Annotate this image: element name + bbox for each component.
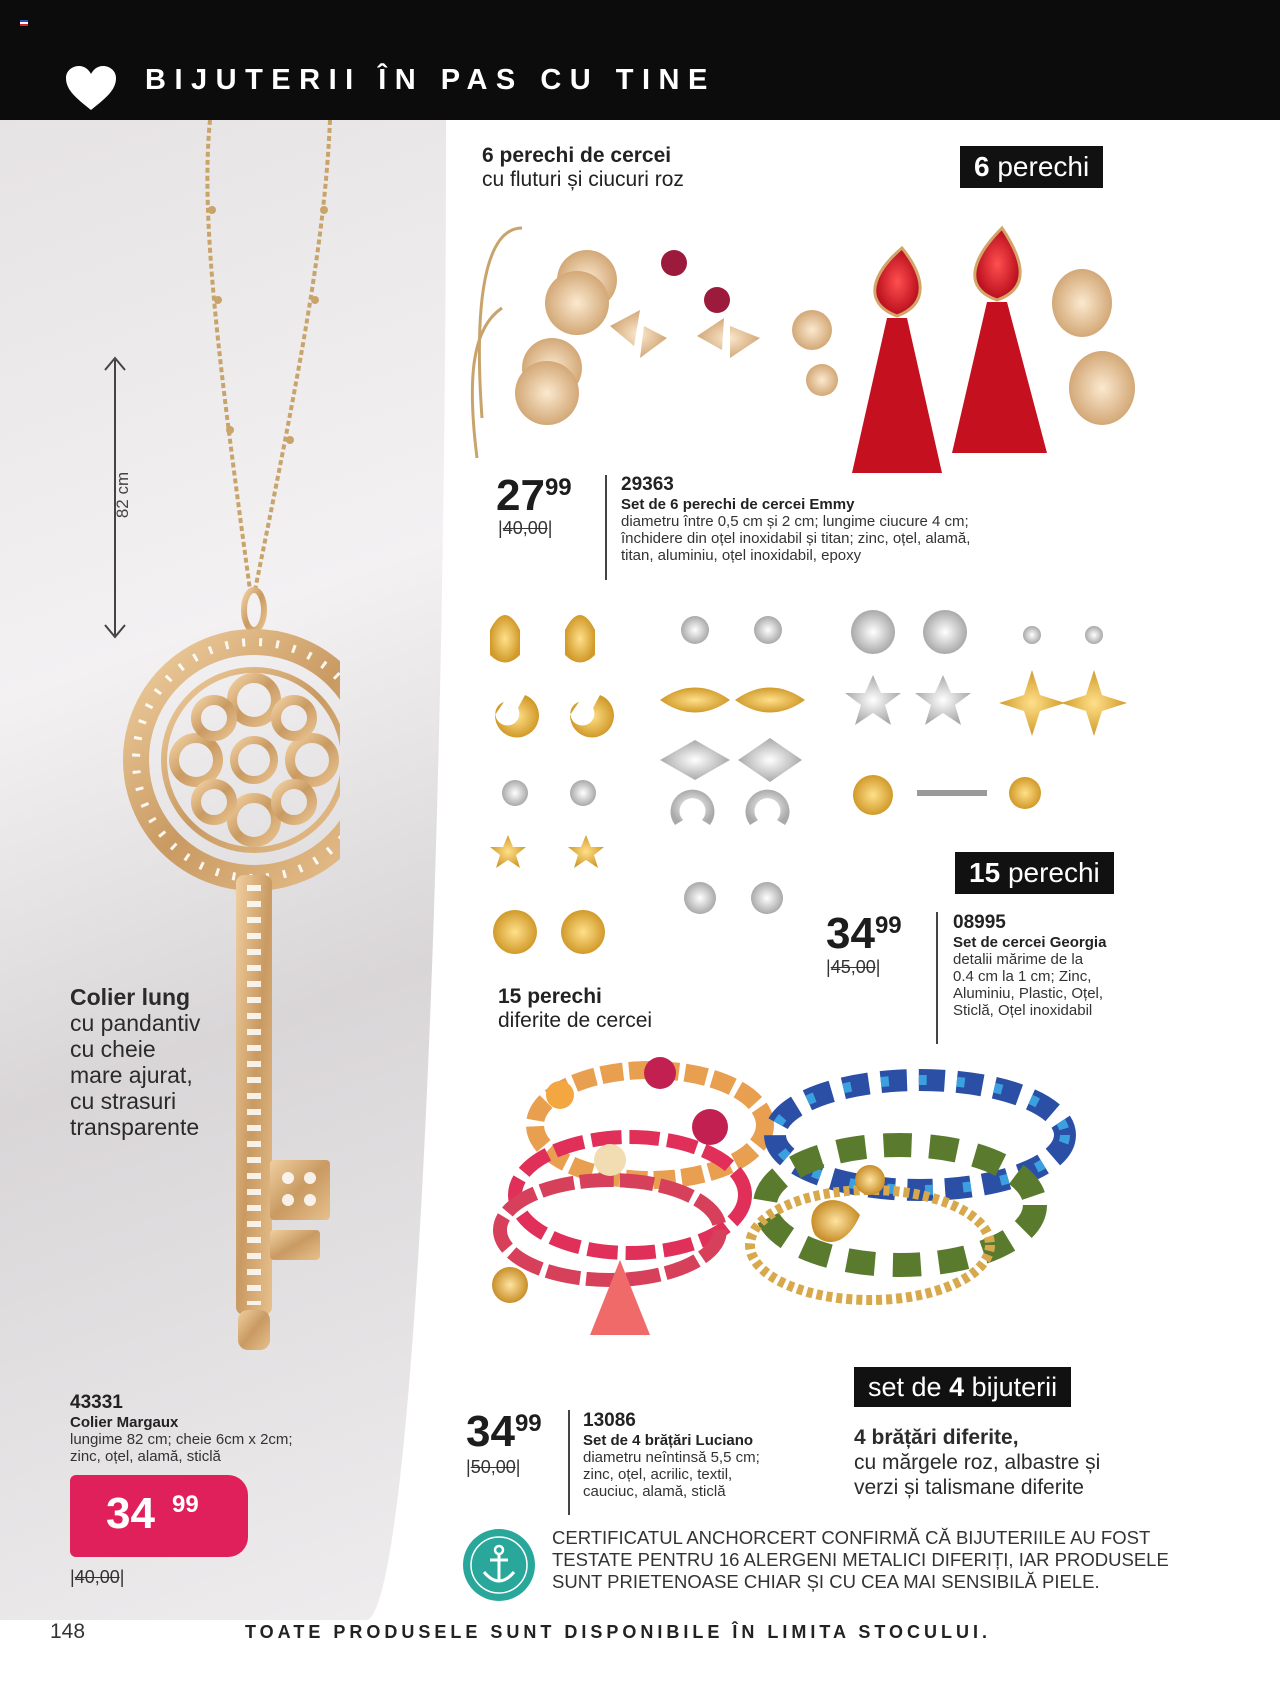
earrings6-heading bbox=[482, 144, 684, 192]
bracelets-product-info bbox=[583, 1410, 760, 1500]
earrings6-product-info bbox=[621, 474, 970, 564]
product-spec: Aluminiu, Plastic, Oțel, bbox=[953, 985, 1104, 1002]
bracelets-title: 4 brățări diferite, bbox=[854, 1426, 1019, 1449]
earrings6-subtitle: cu fluturi și ciucuri roz bbox=[482, 168, 684, 191]
product-spec: detalii mărime de la bbox=[953, 951, 1084, 968]
certificate-line: SUNT PRIETENOASE CHIAR ȘI CU CEA MAI SENSIBILĂ PIELE. bbox=[552, 1571, 1100, 1592]
product-spec: Sticlă, Oțel inoxidabil bbox=[953, 1002, 1093, 1019]
old-price: |40,00| bbox=[70, 1567, 125, 1587]
necklace-desc-title: Colier lung bbox=[70, 984, 191, 1010]
earrings6-image bbox=[462, 218, 1152, 480]
old-price-value: 45,00 bbox=[830, 957, 876, 977]
page-title: BIJUTERII ÎN PAS CU TINE bbox=[145, 64, 716, 96]
price-tag bbox=[70, 1475, 248, 1557]
product-spec: diametru între 0,5 cm și 2 cm; lungime ciucure 4 cm; bbox=[621, 513, 969, 530]
earrings15-subtitle: diferite de cercei bbox=[498, 1009, 653, 1032]
badge-prefix: set de bbox=[868, 1372, 942, 1402]
product-spec: zinc, oțel, acrilic, textil, bbox=[583, 1466, 733, 1483]
price-decimals: 99 bbox=[172, 1491, 199, 1518]
earrings15-product-info bbox=[953, 912, 1106, 1019]
bracelets-price bbox=[466, 1407, 542, 1456]
bracelets-image bbox=[470, 1055, 1130, 1390]
price-decimals: 99 bbox=[514, 1410, 542, 1437]
earrings6-price bbox=[496, 471, 572, 520]
product-code: 13086 bbox=[583, 1410, 636, 1431]
old-price-value: 40,00 bbox=[502, 518, 548, 538]
product-spec: lungime 82 cm; cheie 6cm x 2cm; bbox=[70, 1431, 293, 1448]
price-integer: 27 bbox=[496, 471, 545, 520]
necklace-desc-line: cu strasuri bbox=[70, 1088, 177, 1114]
earrings6-badge bbox=[960, 146, 1103, 188]
product-spec: diametru neîntinsă 5,5 cm; bbox=[583, 1449, 760, 1466]
old-price: |40,00| bbox=[498, 518, 553, 538]
old-price-value: 50,00 bbox=[470, 1457, 516, 1477]
product-name: Colier Margaux bbox=[70, 1414, 179, 1431]
price-integer: 34 bbox=[466, 1407, 515, 1456]
price-decimals: 99 bbox=[874, 912, 902, 939]
length-label: 82 cm bbox=[113, 471, 132, 519]
product-spec: titan, aluminiu, oțel inoxidabil, epoxy bbox=[621, 547, 862, 564]
product-name: Set de 4 brățări Luciano bbox=[583, 1432, 754, 1449]
product-spec: zinc, oțel, alamă, sticlă bbox=[70, 1448, 221, 1465]
anchorcert-logo-icon bbox=[462, 1528, 536, 1602]
necklace-chain-image bbox=[190, 120, 350, 590]
necklace-desc-line: cu cheie bbox=[70, 1036, 156, 1062]
old-price-value: 40,00 bbox=[74, 1567, 120, 1587]
necklace-desc-line: cu pandantiv bbox=[70, 1010, 201, 1036]
bracelets-badge bbox=[854, 1367, 1071, 1407]
earrings15-heading bbox=[498, 985, 652, 1033]
necklace-description bbox=[70, 984, 200, 1140]
divider bbox=[605, 475, 607, 580]
price-decimals: 99 bbox=[544, 474, 572, 501]
certificate-line: CERTIFICATUL ANCHORCERT CONFIRMĂ CĂ BIJUTERIILE AU FOST bbox=[552, 1527, 1151, 1548]
bracelets-heading bbox=[854, 1425, 1100, 1500]
badge-text: bijuterii bbox=[971, 1372, 1058, 1402]
old-price: |45,00| bbox=[826, 957, 881, 977]
bracelets-subtitle: verzi și talismane diferite bbox=[854, 1476, 1084, 1499]
certificate-text bbox=[552, 1527, 1169, 1593]
badge-number: 4 bbox=[949, 1372, 965, 1402]
price-integer: 34 bbox=[826, 909, 875, 958]
badge-number: 15 bbox=[969, 857, 1001, 888]
badge-number: 6 bbox=[974, 151, 990, 182]
product-code: 08995 bbox=[953, 912, 1006, 933]
product-name: Set de 6 perechi de cercei Emmy bbox=[621, 496, 855, 513]
earrings15-badge bbox=[955, 852, 1114, 894]
bracelets-subtitle: cu mărgele roz, albastre și bbox=[854, 1451, 1101, 1474]
product-name: Set de cercei Georgia bbox=[953, 934, 1107, 951]
price-integer: 34 bbox=[106, 1489, 155, 1538]
page-number: 148 bbox=[50, 1620, 86, 1643]
earrings15-title: 15 perechi bbox=[498, 985, 602, 1008]
old-price: |50,00| bbox=[466, 1457, 521, 1477]
heart-icon bbox=[66, 66, 116, 110]
page-header bbox=[0, 0, 1280, 120]
product-spec: închidere din oțel inoxidabil și titan; zinc, oțel, alamă, bbox=[621, 530, 971, 547]
product-code: 29363 bbox=[621, 474, 674, 495]
earrings6-title: 6 perechi de cercei bbox=[482, 144, 672, 167]
footer-note: TOATE PRODUSELE SUNT DISPONIBILE ÎN LIMITA STOCULUI. bbox=[245, 1622, 992, 1642]
product-code: 43331 bbox=[70, 1392, 123, 1413]
earrings15-price bbox=[826, 909, 902, 958]
product-spec: 0.4 cm la 1 cm; Zinc, bbox=[953, 968, 1092, 985]
badge-text: perechi bbox=[997, 151, 1090, 182]
divider bbox=[568, 1410, 570, 1515]
badge-text: perechi bbox=[1007, 857, 1100, 888]
necklace-product-info bbox=[70, 1392, 293, 1465]
necklace-desc-line: mare ajurat, bbox=[70, 1062, 193, 1088]
necklace-desc-line: transparente bbox=[70, 1114, 200, 1140]
divider bbox=[936, 912, 938, 1044]
key-pendant-image bbox=[110, 580, 340, 1360]
flag-icon bbox=[20, 20, 28, 26]
product-spec: cauciuc, alamă, sticlă bbox=[583, 1483, 726, 1500]
certificate-line: TESTATE PENTRU 16 ALERGENI METALICI DIFERIȚI, IAR PRODUSELE bbox=[552, 1549, 1169, 1570]
